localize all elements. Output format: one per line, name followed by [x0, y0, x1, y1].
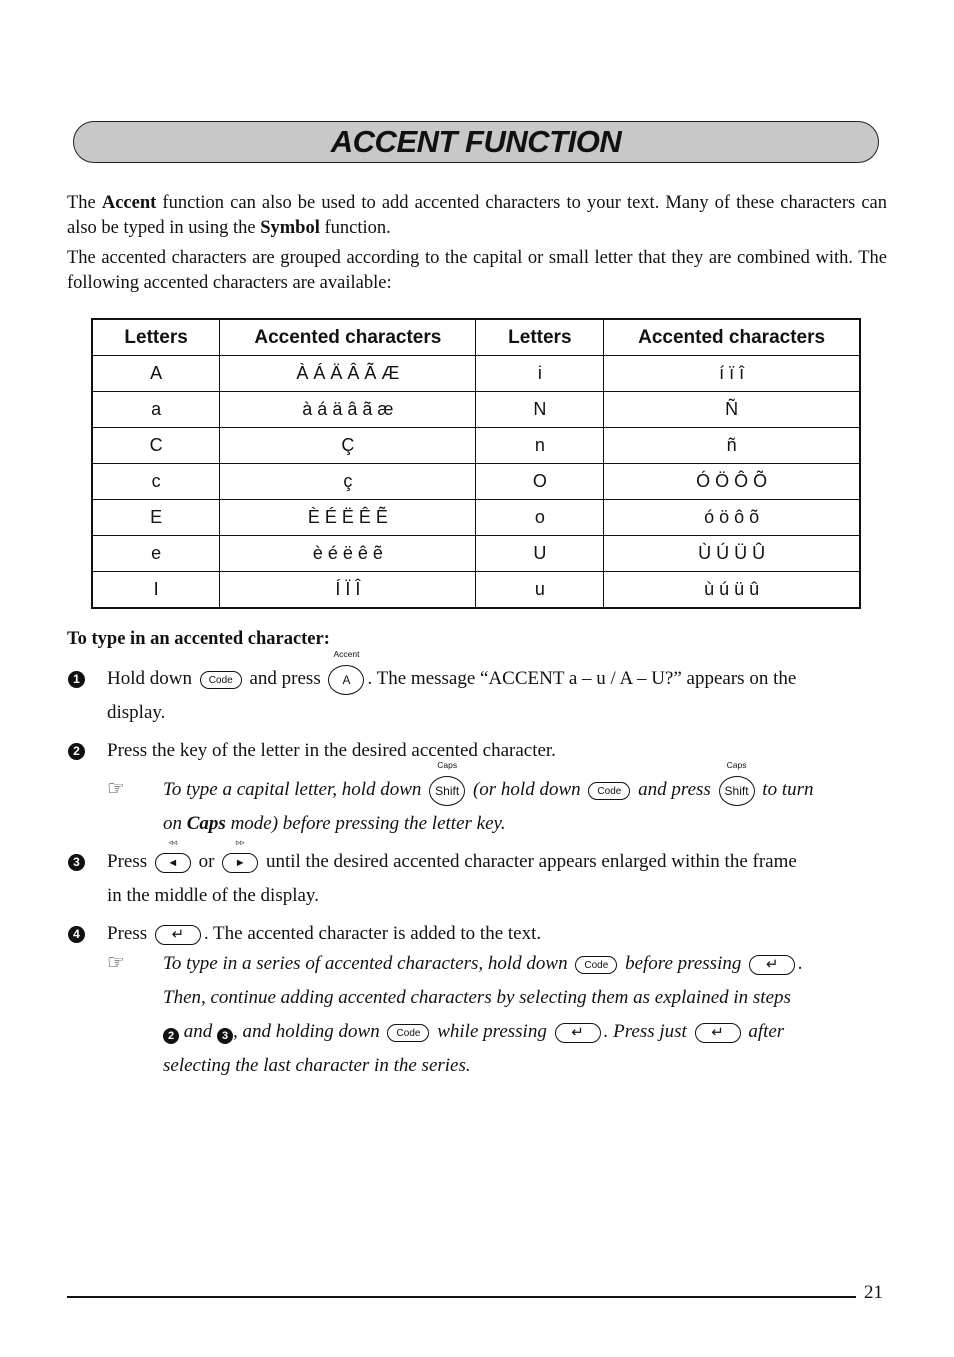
table-cell: i: [476, 356, 604, 392]
note-text: .: [798, 953, 803, 974]
note-text: before pressing: [625, 953, 742, 974]
note-text: on: [163, 813, 187, 834]
table-cell: Ù Ú Ü Û: [604, 536, 860, 572]
step-number-2: 2: [68, 743, 85, 760]
table-row: [92, 572, 860, 609]
column-header: Accented characters: [220, 319, 476, 356]
step-text: or: [198, 851, 215, 872]
intro-paragraph-1: [67, 191, 887, 241]
table-cell: U: [476, 536, 604, 572]
table-cell: o: [476, 500, 604, 536]
table-cell: ù ú ü û: [604, 572, 860, 609]
note-text: (or hold down: [472, 779, 581, 800]
enter-key-icon: ↵: [695, 1023, 741, 1043]
table-cell: ç: [220, 464, 476, 500]
key-top-label: Accent: [333, 648, 360, 659]
page-title: ACCENT FUNCTION: [330, 124, 622, 159]
title-banner: [73, 121, 879, 163]
note-text: to turn: [762, 779, 814, 800]
table-cell: à á ä â ã æ: [220, 392, 476, 428]
pointing-hand-icon: ☞: [107, 950, 125, 974]
table-cell: ñ: [604, 428, 860, 464]
page-number: 21: [864, 1282, 883, 1303]
step-text: . The message “ACCENT a – u / A – U?” appears on the: [367, 668, 797, 689]
note-text: . Press just: [603, 1021, 687, 1042]
intro-text: function.: [319, 218, 391, 238]
key-label: ►: [234, 856, 246, 869]
step-4-note: [163, 947, 887, 1083]
table-cell: C: [92, 428, 220, 464]
step-number-4: 4: [68, 926, 85, 943]
step-text: in the middle of the display.: [107, 885, 319, 906]
table-cell: u: [476, 572, 604, 609]
step-text: display.: [107, 702, 166, 723]
shift-key-icon: [719, 759, 755, 806]
intro-text: The accented characters are grouped according to the capital or small letter that they are combined with. The following accented characters are available:: [67, 248, 887, 293]
code-key-icon: Code: [200, 671, 242, 689]
table-cell: Ç: [220, 428, 476, 464]
note-text: , and holding down: [233, 1021, 380, 1042]
table-row: [92, 500, 860, 536]
code-key-icon: Code: [575, 956, 617, 974]
note-text: Then, continue adding accented characters by selecting them as explained in steps: [163, 987, 791, 1008]
step-1: [107, 648, 887, 730]
key-label: Shift: [724, 783, 749, 798]
note-text: after: [748, 1021, 785, 1042]
enter-key-icon: ↵: [155, 925, 201, 945]
table-row: [92, 428, 860, 464]
key-label: Shift: [435, 783, 460, 798]
table-row: [92, 356, 860, 392]
table-cell: È É Ë Ê Ẽ: [220, 500, 476, 536]
code-key-icon: Code: [588, 782, 630, 800]
table-cell: e: [92, 536, 220, 572]
accent-key-icon: [328, 648, 364, 695]
table-cell: O: [476, 464, 604, 500]
column-header: Letters: [476, 319, 604, 356]
table-cell: Í Ï Î: [220, 572, 476, 609]
note-text: To type in a series of accented characters, hold down: [163, 953, 568, 974]
intro-text: function can also be used to add accented characters to your text. Many of these characters can also be typed in using the: [67, 193, 887, 238]
table-row: [92, 392, 860, 428]
right-arrow-key-icon: [222, 836, 258, 873]
key-top-label: Caps: [437, 759, 458, 770]
shift-key-icon: [429, 759, 465, 806]
footer-divider: [67, 1296, 856, 1298]
intro-text: The: [67, 193, 102, 213]
step-2: Press the key of the letter in the desired accented character.: [107, 740, 556, 761]
key-top-label: ▹▹: [235, 836, 245, 847]
table-cell: I: [92, 572, 220, 609]
caps-term: Caps: [186, 813, 226, 834]
step-text: and press: [249, 668, 321, 689]
table-cell: A: [92, 356, 220, 392]
code-key-icon: Code: [387, 1024, 429, 1042]
note-text: mode) before pressing the letter key.: [225, 813, 506, 834]
steps-heading: To type in an accented character:: [67, 629, 330, 649]
enter-key-icon: ↵: [555, 1023, 601, 1043]
table-cell: Ñ: [604, 392, 860, 428]
table-cell: À Á Ä Â Ã Æ: [220, 356, 476, 392]
key-top-label: Caps: [726, 759, 747, 770]
step-ref-3: 3: [217, 1028, 233, 1044]
key-label: ◄: [167, 856, 179, 869]
step-number-3: 3: [68, 854, 85, 871]
step-text: Press: [107, 923, 148, 944]
step-text: Press: [107, 851, 148, 872]
column-header: Letters: [92, 319, 220, 356]
table-cell: c: [92, 464, 220, 500]
step-2-note: [163, 759, 887, 841]
step-number-1: 1: [68, 671, 85, 688]
table-row: [92, 464, 860, 500]
accent-table: [91, 318, 861, 609]
note-text: and: [183, 1021, 213, 1042]
column-header: Accented characters: [604, 319, 860, 356]
step-ref-2: 2: [163, 1028, 179, 1044]
step-4: [107, 917, 887, 951]
step-3: [107, 836, 887, 913]
table-cell: ó ö ô õ: [604, 500, 860, 536]
enter-key-icon: ↵: [749, 955, 795, 975]
key-top-label: ◃◃: [168, 836, 178, 847]
step-text: Hold down: [107, 668, 192, 689]
step-text: until the desired accented character appears enlarged within the frame: [265, 851, 797, 872]
symbol-term: Symbol: [260, 218, 320, 238]
table-cell: í ï î: [604, 356, 860, 392]
table-cell: N: [476, 392, 604, 428]
table-row: [92, 536, 860, 572]
table-header-row: [92, 319, 860, 356]
pointing-hand-icon: ☞: [107, 776, 125, 800]
left-arrow-key-icon: [155, 836, 191, 873]
table-cell: E: [92, 500, 220, 536]
key-label: A: [342, 672, 351, 687]
table-cell: Ó Ö Ô Õ: [604, 464, 860, 500]
note-text: and press: [638, 779, 711, 800]
note-text: while pressing: [437, 1021, 547, 1042]
intro-paragraph-2: [67, 246, 887, 296]
accent-term: Accent: [101, 193, 157, 213]
table-cell: a: [92, 392, 220, 428]
table-cell: n: [476, 428, 604, 464]
note-text: selecting the last character in the series.: [163, 1055, 471, 1076]
step-text: . The accented character is added to the text.: [203, 923, 542, 944]
table-cell: è é ë ê ẽ: [220, 536, 476, 572]
note-text: To type a capital letter, hold down: [163, 779, 422, 800]
